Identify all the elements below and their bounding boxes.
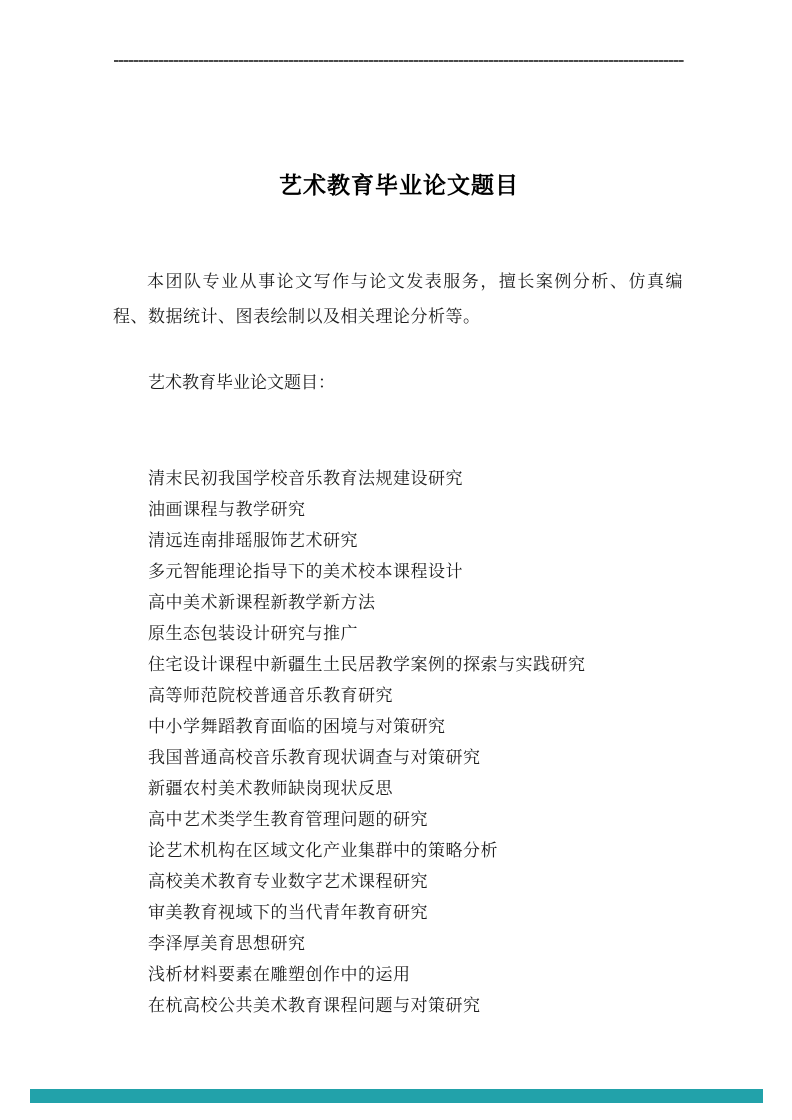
list-item: 论艺术机构在区域文化产业集群中的策略分析 xyxy=(148,841,498,860)
list-item: 高中美术新课程新教学新方法 xyxy=(148,593,376,612)
intro-paragraph: 本团队专业从事论文写作与论文发表服务，擅长案例分析、仿真编程、数据统计、图表绘制以及相关理论分析等。 xyxy=(113,272,683,326)
list-item: 高校美术教育专业数字艺术课程研究 xyxy=(148,872,428,891)
list-item: 中小学舞蹈教育面临的困境与对策研究 xyxy=(148,717,446,736)
list-item: 审美教育视域下的当代青年教育研究 xyxy=(148,903,428,922)
list-item: 清远连南排瑶服饰艺术研究 xyxy=(148,531,358,550)
list-item: 在杭高校公共美术教育课程问题与对策研究 xyxy=(148,996,481,1015)
footer-accent-bar xyxy=(30,1089,763,1103)
topics-section-label: 艺术教育毕业论文题目： xyxy=(148,373,335,392)
list-item: 原生态包装设计研究与推广 xyxy=(148,624,358,643)
list-item: 高中艺术类学生教育管理问题的研究 xyxy=(148,810,428,829)
list-item: 高等师范院校普通音乐教育研究 xyxy=(148,686,393,705)
list-item: 我国普通高校音乐教育现状调查与对策研究 xyxy=(148,748,481,767)
list-item: 住宅设计课程中新疆生土民居教学案例的探索与实践研究 xyxy=(148,655,586,674)
topic-list xyxy=(148,463,748,1021)
list-item: 新疆农村美术教师缺岗现状反思 xyxy=(148,779,393,798)
top-divider-line xyxy=(114,60,684,62)
list-item: 油画课程与教学研究 xyxy=(148,500,306,519)
list-item: 浅析材料要素在雕塑创作中的运用 xyxy=(148,965,411,984)
list-item: 李泽厚美育思想研究 xyxy=(148,934,306,953)
page-title: 艺术教育毕业论文题目 xyxy=(279,173,519,200)
list-item: 多元智能理论指导下的美术校本课程设计 xyxy=(148,562,463,581)
list-item: 清末民初我国学校音乐教育法规建设研究 xyxy=(148,469,463,488)
